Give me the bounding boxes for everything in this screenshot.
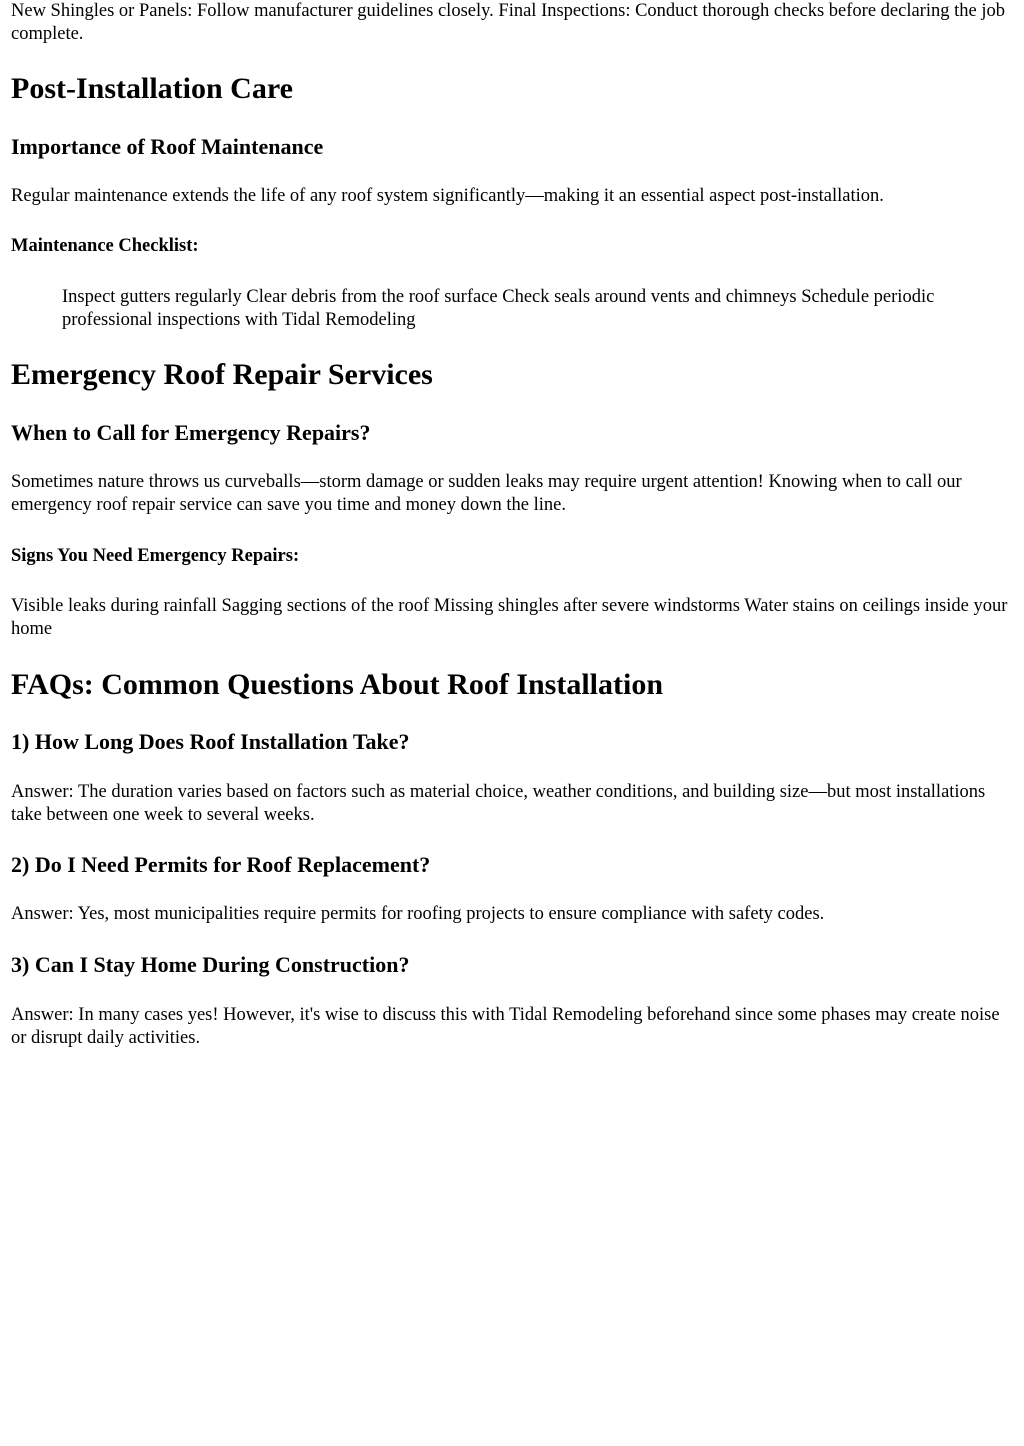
emergency-repair-heading: Emergency Roof Repair Services — [11, 358, 433, 391]
intro-paragraph: New Shingles or Panels: Follow manufacturer guidelines closely. Final Inspections: Conduct thorough checks before declaring the job complete. — [11, 1, 1005, 44]
faq-answer: Answer: In many cases yes! However, it's wise to discuss this with Tidal Remodeling beforehand since some phases may create noise or disrupt daily activities. — [11, 1005, 1000, 1048]
roof-maintenance-subheading: Importance of Roof Maintenance — [11, 134, 324, 159]
faq-question: 1) How Long Does Roof Installation Take? — [11, 729, 410, 754]
emergency-signs-title: Signs You Need Emergency Repairs: — [11, 546, 300, 566]
emergency-paragraph: Sometimes nature throws us curveballs—storm damage or sudden leaks may require urgent attention! Knowing when to call our emergency roof repair service can save you time and money down the line. — [11, 472, 962, 515]
maintenance-checklist: Inspect gutters regularly Clear debris from the roof surface Check seals around vents and chimneys Schedule periodic professional inspections with Tidal Remodeling — [62, 287, 935, 330]
faq-answer: Answer: The duration varies based on factors such as material choice, weather conditions, and building size—but most installations take between one week to several weeks. — [11, 782, 986, 825]
maintenance-paragraph: Regular maintenance extends the life of any roof system significantly—making it an essential aspect post-installation. — [11, 186, 884, 206]
faq-answer: Answer: Yes, most municipalities require permits for roofing projects to ensure compliance with safety codes. — [11, 904, 825, 924]
emergency-repairs-subheading: When to Call for Emergency Repairs? — [11, 420, 371, 445]
maintenance-checklist-title: Maintenance Checklist: — [11, 236, 199, 256]
emergency-signs-list: Visible leaks during rainfall Sagging sections of the roof Missing shingles after severe windstorms Water stains on ceilings inside your home — [11, 596, 1008, 639]
faq-question: 3) Can I Stay Home During Construction? — [11, 952, 410, 977]
post-installation-heading: Post-Installation Care — [11, 72, 293, 105]
faq-question: 2) Do I Need Permits for Roof Replacement? — [11, 852, 431, 877]
faqs-heading: FAQs: Common Questions About Roof Installation — [11, 668, 664, 701]
